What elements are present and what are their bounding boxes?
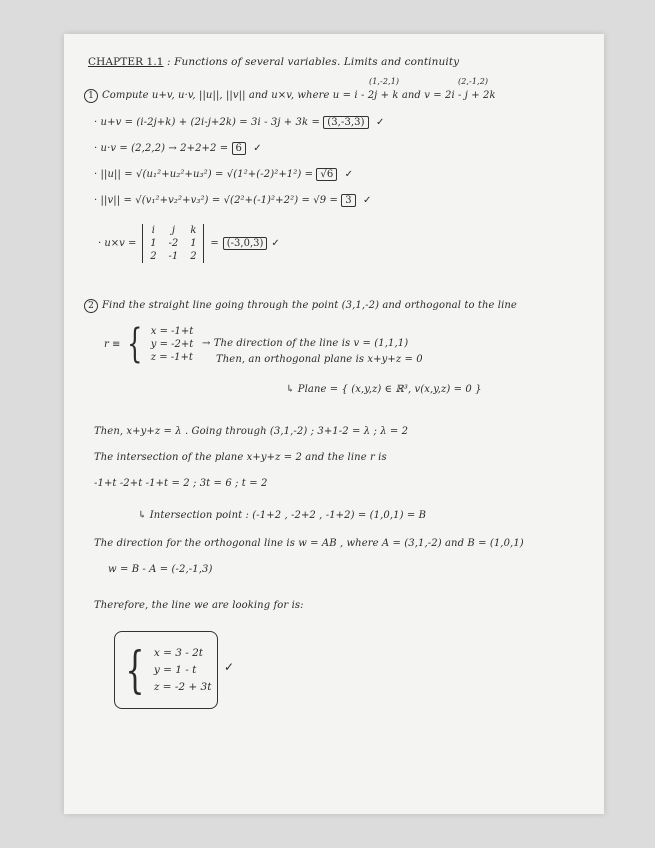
problem1-number: 1 xyxy=(84,89,98,103)
line-system xyxy=(104,321,194,367)
cross-result: (-3,0,3) xyxy=(223,237,268,250)
norm-v-expr: · ||v|| = √(v₁²+v₂²+v₃²) = √(2²+(-1)²+2²) = √9 = xyxy=(94,195,338,206)
det-row xyxy=(148,224,198,237)
det-cell: -1 xyxy=(168,251,179,262)
det-cell: -2 xyxy=(168,238,179,249)
v-components-label: (2,-1,2) xyxy=(458,77,489,86)
norm-u-expr: · ||u|| = √(u₁²+u₂²+u₃²) = √(1²+(-2)²+1²) = xyxy=(94,169,314,180)
problem1-text: Compute u+v, u·v, ||u||, ||v|| and u×v, where u = i - 2j + k and v = 2i - j + 2k xyxy=(102,90,496,101)
u-components-label: (1,-2,1) xyxy=(369,77,400,86)
det-cell: 2 xyxy=(150,251,157,262)
check-mark-icon: ✓ xyxy=(375,117,385,128)
norm-v-result: 3 xyxy=(341,194,355,207)
check-mark-icon: ✓ xyxy=(344,169,354,180)
check-mark-icon: ✓ xyxy=(253,143,262,154)
det-cell: i xyxy=(151,225,155,236)
then-line: Then, x+y+z = λ . Going through (3,1,-2) ; 3+1-2 = λ ; λ = 2 xyxy=(94,426,409,437)
w-line: w = B - A = (-2,-1,3) xyxy=(108,564,213,575)
answer-equations xyxy=(154,645,212,696)
answer-eq-z: z = -2 + 3t xyxy=(153,680,212,693)
cross-equals: = xyxy=(210,238,219,249)
sum-result: (3,-3,3) xyxy=(323,116,368,129)
cross-label: · u×v = xyxy=(98,238,137,249)
plane-line: Then, an orthogonal plane is x+y+z = 0 xyxy=(216,354,423,365)
therefore-line: Therefore, the line we are looking for is: xyxy=(94,600,304,611)
brace-icon: { xyxy=(127,321,143,367)
norm-v-line xyxy=(94,194,371,207)
det-cell: 1 xyxy=(190,238,197,249)
det-cell: j xyxy=(171,225,175,236)
intersection-line: The intersection of the plane x+y+z = 2 and the line r is xyxy=(94,452,387,463)
det-cell: 2 xyxy=(190,251,197,262)
solve-line: -1+t -2+t -1+t = 2 ; 3t = 6 ; t = 2 xyxy=(94,478,268,489)
dot-result: 6 xyxy=(232,142,246,155)
det-row xyxy=(148,250,198,263)
check-mark-icon: ✓ xyxy=(271,238,280,249)
check-mark-icon: ✓ xyxy=(224,660,235,674)
check-mark-icon: ✓ xyxy=(362,195,372,206)
sum-line xyxy=(94,116,384,129)
line-eq-y: y = -2+t xyxy=(150,338,194,350)
line-equations xyxy=(151,325,194,364)
problem2-number: 2 xyxy=(84,299,98,313)
orthogonal-direction-line: The direction for the orthogonal line is w = AB , where A = (3,1,-2) and B = (1,0,1) xyxy=(94,538,524,549)
dot-expr: · u·v = (2,2,2) → 2+2+2 = xyxy=(94,143,229,154)
det-cell: k xyxy=(190,225,197,236)
chapter-title xyxy=(88,56,459,68)
answer-eq-y: y = 1 - t xyxy=(153,663,197,676)
norm-u-result: √6 xyxy=(316,168,337,181)
direction-line: → The direction of the line is v = (1,1,1) xyxy=(202,338,409,349)
plane-set-line: ↳ Plane = { (x,y,z) ∈ ℝ³, v(x,y,z) = 0 } xyxy=(286,384,482,395)
chapter-subtitle: : Functions of several variables. Limits and continuity xyxy=(167,56,460,68)
problem1-statement xyxy=(84,89,496,103)
line-eq-x: x = -1+t xyxy=(150,325,194,337)
sum-expr: · u+v = (i-2j+k) + (2i-j+2k) = 3i - 3j + 3k = xyxy=(94,117,320,128)
brace-icon: { xyxy=(125,641,145,699)
det-row xyxy=(148,237,198,250)
problem2-statement xyxy=(84,299,517,313)
notebook-page xyxy=(64,34,604,814)
norm-u-line xyxy=(94,168,353,181)
answer-box xyxy=(114,631,218,709)
line-eq-z: z = -1+t xyxy=(150,351,193,363)
dot-line xyxy=(94,142,262,155)
line-label: r ≡ xyxy=(104,338,121,350)
chapter-number: CHAPTER 1.1 xyxy=(88,56,164,68)
cross-product xyxy=(98,224,280,263)
intersection-point-line: ↳ Intersection point : (-1+2 , -2+2 , -1+2) = (1,0,1) = B xyxy=(138,510,427,521)
det-cell: 1 xyxy=(150,238,157,249)
answer-eq-x: x = 3 - 2t xyxy=(153,646,204,659)
problem2-text: Find the straight line going through the point (3,1,-2) and orthogonal to the line xyxy=(102,300,517,311)
determinant xyxy=(142,224,204,263)
